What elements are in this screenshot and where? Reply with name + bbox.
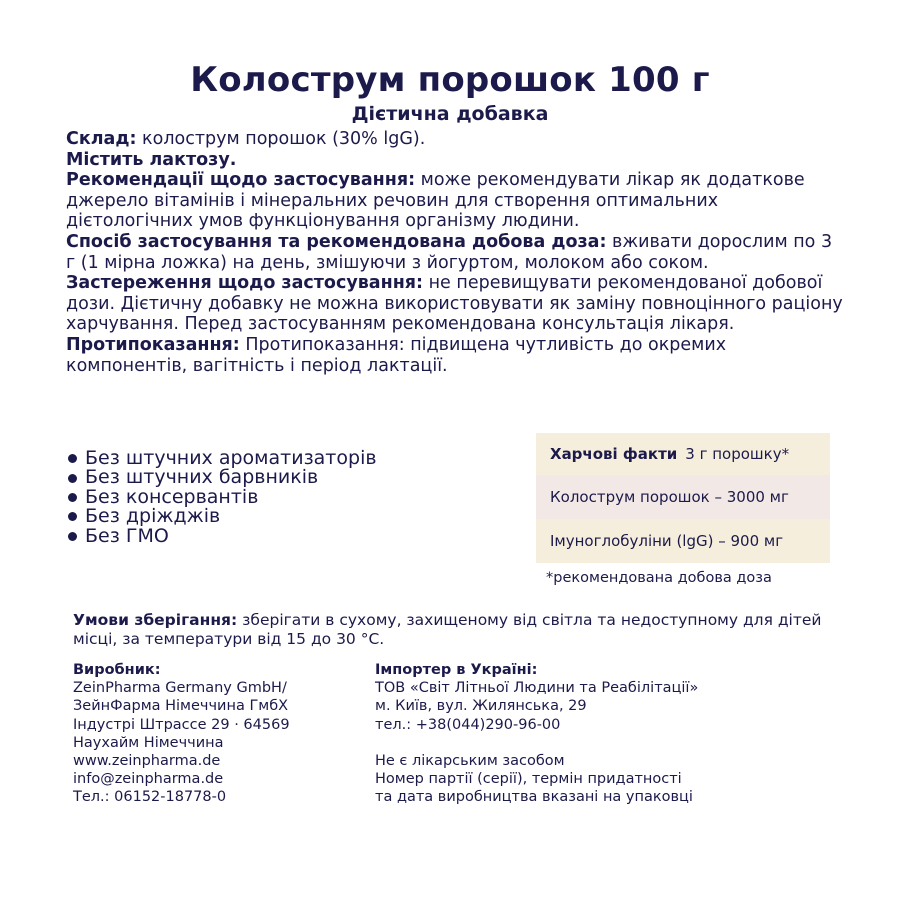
daily-dose-footnote: *рекомендована добова доза: [546, 570, 772, 586]
importer-block: [375, 661, 795, 806]
bullet-icon: [68, 532, 77, 541]
regulatory-note: Не є лікарським засобом: [375, 752, 565, 769]
recommendations-text: може рекомендувати лікар як додаткове джерело вітамінів і мінеральних речовин для створення оптимальних дієтологічних умов функціонування організму людини.: [66, 170, 805, 232]
contra-text: Протипоказання: підвищена чутливість до окремих компонентів, вагітність і період лактації.: [66, 334, 727, 376]
feature-item: [66, 524, 377, 547]
bullet-icon: [68, 493, 77, 502]
colostrum-amount: Колострум порошок – 3000 мг: [550, 488, 789, 506]
storage-text: зберігати в сухому, захищеному від світла та недоступному для дітей місці, за температури від 15 до 30 °С.: [73, 611, 822, 648]
storage-conditions: [73, 611, 833, 649]
importer-line: ТОВ «Світ Літньої Людини та Реабілітації»: [375, 680, 699, 697]
usage-label: Спосіб застосування та рекомендована добова доза:: [66, 231, 607, 252]
feature-item: [66, 468, 377, 487]
manufacturer-line: ZeinPharma Germany GmbH/: [73, 680, 287, 697]
nutrition-facts-serving: 3 г порошку*: [685, 445, 790, 463]
recommendations-paragraph: [66, 170, 846, 232]
warnings-paragraph: [66, 273, 846, 335]
spacer: [375, 734, 795, 752]
feature-label: Без ГМО: [85, 524, 169, 547]
regulatory-note: та дата виробництва вказані на упаковці: [375, 789, 693, 806]
usage-text: вживати дорослим по 3 г (1 мірна ложка) на день, змішуючи з йогуртом, молоком або соком.: [66, 231, 833, 273]
lactose-label: Містить лактозу.: [66, 149, 237, 170]
immunoglobulin-amount: Імуноглобуліни (lgG) – 900 мг: [550, 532, 784, 550]
feature-label: Без штучних барвників: [85, 466, 319, 489]
feature-label: Без консервантів: [85, 485, 259, 508]
bullet-icon: [68, 454, 77, 463]
product-description: [66, 129, 846, 376]
bullet-icon: [68, 474, 77, 483]
features-list: [66, 449, 377, 546]
feature-label: Без дріжджів: [85, 505, 221, 528]
contra-paragraph: [66, 335, 846, 376]
nutrition-facts-row: [536, 475, 830, 519]
contra-label: Протипоказання:: [66, 334, 240, 355]
composition-label: Склад:: [66, 129, 137, 149]
importer-label: Імпортер в Україні:: [375, 662, 538, 678]
composition-text: колострум порошок (30% lgG).: [136, 129, 426, 149]
recommendations-label: Рекомендації щодо застосування:: [66, 170, 416, 191]
manufacturer-line: Індустрі Штрассе 29 · 64569: [73, 716, 290, 733]
product-subtitle: Дієтична добавка: [351, 103, 549, 125]
lactose-paragraph: [66, 150, 846, 171]
manufacturer-email[interactable]: info@zeinpharma.de: [73, 771, 224, 788]
nutrition-facts-row: [536, 519, 830, 563]
warnings-text: не перевищувати рекомендованої добової дози. Дієтичну добавку не можна використовувати як заміну повноцінного раціону харчування. Перед застосуванням рекомендована консультація лікаря.: [66, 273, 843, 335]
bullet-icon: [68, 512, 77, 521]
nutrition-facts-label: Харчові факти: [550, 445, 678, 463]
feature-label: Без штучних ароматизаторів: [85, 447, 377, 469]
storage-label: Умови зберігання:: [73, 611, 238, 629]
feature-item: [66, 507, 377, 526]
importer-line: м. Київ, вул. Жилянська, 29: [375, 698, 587, 715]
regulatory-note: Номер партії (серії), термін придатності: [375, 771, 682, 788]
manufacturer-website[interactable]: www.zeinpharma.de: [73, 753, 221, 770]
importer-phone: тел.: +38(044)290-96-00: [375, 716, 561, 733]
usage-paragraph: [66, 232, 846, 273]
nutrition-facts-header: [550, 445, 789, 463]
manufacturer-line: Наухайм Німеччина: [73, 734, 224, 751]
manufacturer-label: Виробник:: [73, 662, 161, 678]
product-title: Колострум порошок 100 г: [190, 60, 710, 100]
composition-paragraph: [66, 129, 846, 150]
manufacturer-line: ЗейнФарма Німеччина ГмбХ: [73, 698, 289, 715]
manufacturer-block: [73, 661, 343, 807]
manufacturer-phone: Тел.: 06152-18778-0: [73, 789, 227, 806]
warnings-label: Застереження щодо застосування:: [66, 273, 424, 294]
nutrition-facts-table: [536, 433, 830, 563]
